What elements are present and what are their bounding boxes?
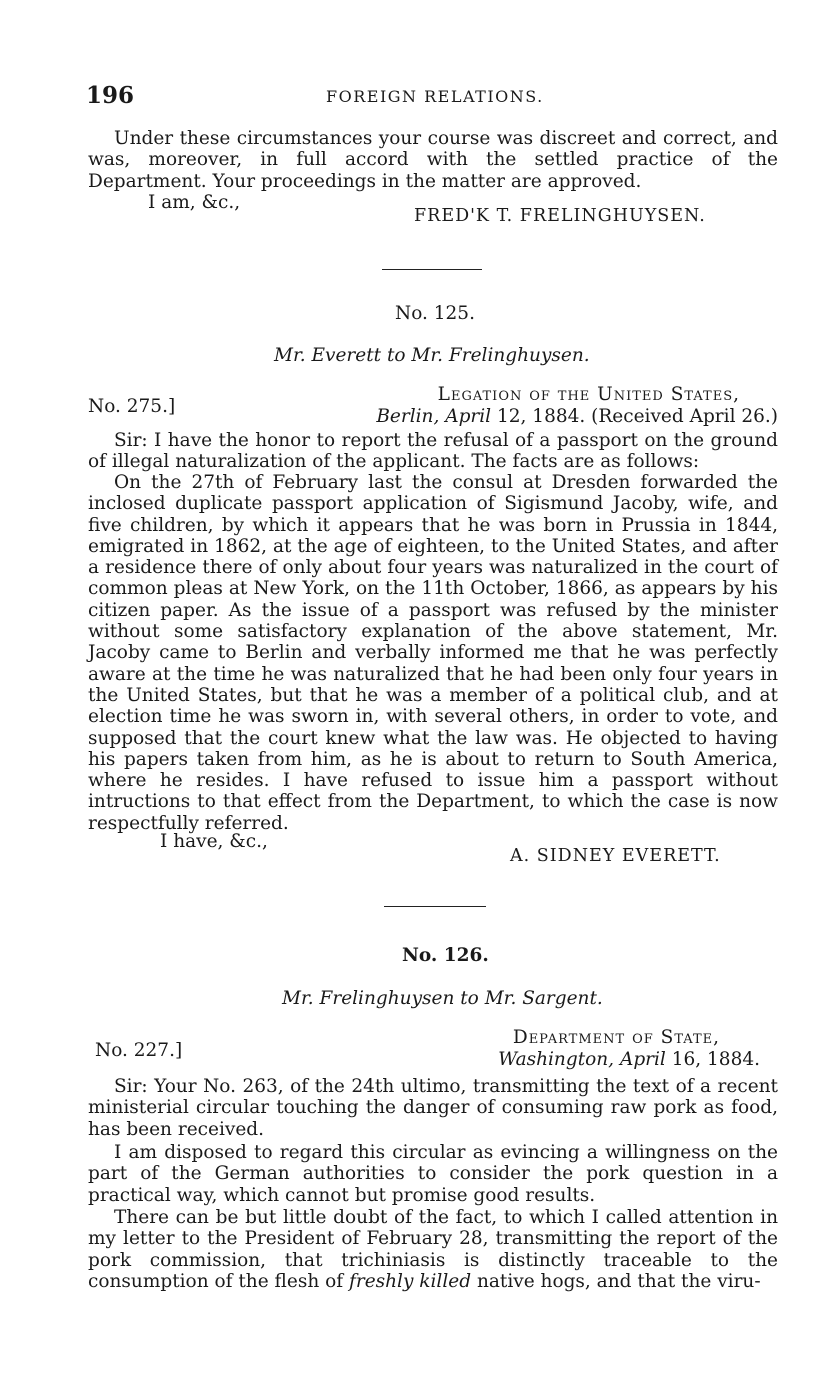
section-divider bbox=[384, 906, 486, 907]
doc125-closing: I have, &c., bbox=[160, 831, 268, 852]
doc126-paragraph-text: There can be but little doubt of the fact, to which I called attention in my letter to the President of February 28, transmitting the report of the pork commission, that trichiniasis is distinctly traceable to the consumption of the flesh of bbox=[88, 1207, 778, 1292]
doc125-date-rest: 12, 1884. bbox=[497, 406, 586, 427]
doc125-place: Berlin, bbox=[376, 406, 440, 427]
intro-signature: FRED'K T. FRELINGHUYSEN. bbox=[414, 206, 706, 226]
page-header bbox=[86, 82, 776, 112]
doc126-date-line bbox=[360, 1049, 760, 1071]
doc125-signature: A. SIDNEY EVERETT. bbox=[510, 846, 721, 866]
doc126-date: April bbox=[619, 1049, 666, 1070]
doc126-from: Department of State, bbox=[512, 1027, 720, 1048]
doc126-paragraph: I am disposed to regard this circular as evincing a willingness on the part of the German authorities to consider the pork question in a practical way, which cannot but promise good results. bbox=[88, 1142, 778, 1206]
doc126-date-rest: 16, 1884. bbox=[671, 1049, 760, 1070]
doc125-paragraph: On the 27th of February last the consul at Dresden forwarded the inclosed duplicate passport application of Sigismund Jacoby, wife, and five children, by which it appears that he was born in Prussia in 1844, emigrated in 1862, at the age of eighteen, to the United States, and after a residence there of only about four years was naturalized in the court of common pleas at New York, on the 11th October, 1866, as appears by his citizen paper. As the issue of a passport was refused by the minister without some satisfactory explanation of the above statement, Mr. Jacoby came to Berlin and verbally informed me that he was perfectly aware at the time he was naturalized that he had been only four years in the United States, but that he was a member of a political club, and at election time he was sworn in, with several others, in order to vote, and supposed that the court knew what the law was. He objected to having his papers taken from him, as he is about to return to South America, where he resides. I have refused to issue him a passport without intructions to that effect from the Department, to which the case is now respectfully referred. bbox=[88, 472, 778, 834]
doc125-from: Legation of the United States, bbox=[437, 384, 740, 405]
doc125-number: No. 125. bbox=[395, 303, 475, 324]
doc125-correspondents: Mr. Everett to Mr. Frelinghuysen. bbox=[274, 345, 590, 366]
doc125-paragraph: Sir: I have the honor to report the refusal of a passport on the ground of illegal naturalization of the applicant. The facts are as follows: bbox=[88, 430, 778, 473]
doc125-date-line bbox=[300, 406, 778, 428]
doc126-paragraph-final bbox=[88, 1207, 778, 1292]
doc126-emphasis: freshly killed bbox=[349, 1270, 472, 1292]
intro-closing: I am, &c., bbox=[148, 192, 241, 213]
doc126-paragraph: Sir: Your No. 263, of the 24th ultimo, transmitting the text of a recent ministerial circular touching the danger of consuming raw pork as food, has been received. bbox=[88, 1076, 778, 1140]
intro-paragraph: Under these circumstances your course was discreet and correct, and was, moreover, in full accord with the settled practice of the Department. Your proceedings in the matter are approved. bbox=[88, 128, 778, 192]
doc126-place: Washington, bbox=[498, 1049, 615, 1070]
doc125-ref-number: No. 275.] bbox=[88, 396, 176, 417]
page-number: 196 bbox=[86, 82, 135, 109]
doc126-number: No. 126. bbox=[402, 945, 489, 966]
doc126-paragraph-tail: native hogs, and that the viru- bbox=[476, 1270, 761, 1292]
doc125-date: April bbox=[445, 406, 492, 427]
running-head: FOREIGN RELATIONS. bbox=[326, 87, 544, 106]
section-divider bbox=[382, 269, 482, 270]
doc126-correspondents: Mr. Frelinghuysen to Mr. Sargent. bbox=[282, 988, 603, 1009]
doc125-received: (Received April 26.) bbox=[591, 406, 778, 427]
doc125-dateline bbox=[300, 384, 778, 428]
doc126-ref-number: No. 227.] bbox=[95, 1040, 183, 1061]
doc126-dateline bbox=[360, 1027, 760, 1071]
